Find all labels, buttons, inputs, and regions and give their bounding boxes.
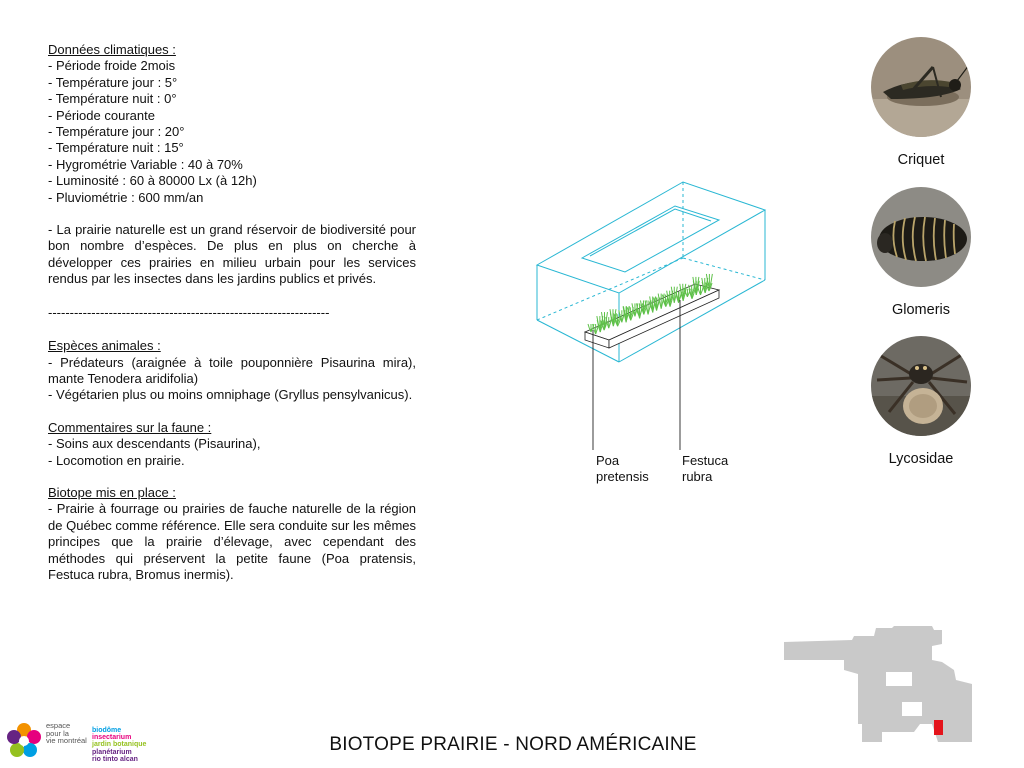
grasshopper-photo bbox=[871, 37, 971, 137]
fauna-heading: Commentaires sur la faune : bbox=[48, 419, 212, 435]
label-poa-pretensis bbox=[596, 453, 649, 485]
soil-tray-top bbox=[585, 284, 719, 340]
species-predators: - Prédateurs (araignée à toile pouponnière Pisaurina mira), mante Tenodera aridifolia) bbox=[48, 354, 416, 386]
animal-card-glomeris bbox=[868, 187, 974, 318]
location-marker bbox=[934, 720, 943, 735]
label-poa-line2: pretensis bbox=[596, 469, 649, 484]
fauna-line: - Soins aux descendants (Pisaurina), bbox=[48, 436, 261, 452]
logo-flower-icon bbox=[6, 722, 42, 758]
animal-name: Glomeris bbox=[891, 302, 950, 318]
biotope-text: - Prairie à fourrage ou prairies de fauche naturelle de la région de Québec comme référence. Elle sera conduite sur les mêmes principes que la prairie d’élevage, avec cependant des méthodes qui préservent la petite faune (Poa pratensis, Festuca rubra, Bromus inermis). bbox=[48, 501, 416, 582]
fauna-section bbox=[48, 420, 416, 469]
logo-word: pour la bbox=[46, 728, 69, 738]
animal-name: Criquet bbox=[897, 152, 945, 168]
logo-word: vie montréal bbox=[46, 736, 87, 745]
wolf-spider-photo bbox=[871, 336, 971, 436]
terrarium-opening-inner-edge bbox=[590, 209, 711, 256]
logo-institution: biodôme bbox=[92, 727, 122, 734]
animal-card-criquet bbox=[868, 37, 974, 168]
terrarium-drawing bbox=[525, 170, 785, 500]
map-courtyard bbox=[886, 672, 912, 686]
page-title: BIOTOPE PRAIRIE - NORD AMÉRICAINE bbox=[329, 734, 697, 755]
label-festuca-rubra bbox=[682, 453, 728, 485]
climate-line: - Hygrométrie Variable : 40 à 70% bbox=[48, 156, 243, 172]
climate-line: - Température nuit : 15° bbox=[48, 140, 184, 156]
animal-card-lycosidae bbox=[868, 336, 974, 467]
terrarium-diagram bbox=[525, 170, 785, 500]
info-column bbox=[48, 42, 416, 583]
animal-name: Lycosidae bbox=[888, 451, 954, 467]
logo-institution: insectarium bbox=[92, 734, 132, 742]
climate-heading: Données climatiques : bbox=[48, 42, 176, 57]
terrarium-top-opening bbox=[582, 206, 719, 272]
climate-line: - Période courante bbox=[48, 107, 155, 123]
label-poa-line1: Poa bbox=[596, 453, 620, 468]
fauna-line: - Locomotion en prairie. bbox=[48, 452, 185, 468]
espace-pour-la-vie-logo bbox=[6, 720, 166, 764]
label-festuca-line2: rubra bbox=[682, 469, 713, 484]
logo-institution: planétarium bbox=[92, 748, 132, 756]
site-location-map bbox=[782, 624, 976, 760]
climate-line: - Température jour : 20° bbox=[48, 124, 185, 140]
logo-text-espace bbox=[46, 722, 87, 745]
biotope-heading: Biotope mis en place : bbox=[48, 484, 176, 500]
logo-institution: rio tinto alcan bbox=[92, 755, 138, 763]
climate-line: - Température nuit : 0° bbox=[48, 91, 177, 107]
climate-section bbox=[48, 42, 416, 288]
logo-institutions bbox=[92, 727, 146, 763]
logo-institution: jardin botanique bbox=[92, 741, 147, 749]
map-buildings bbox=[784, 626, 972, 742]
pill-millipede-photo bbox=[871, 187, 971, 287]
climate-line: - Température jour : 5° bbox=[48, 74, 178, 90]
species-section bbox=[48, 338, 416, 404]
terrarium-top-face bbox=[537, 182, 765, 293]
climate-line: - Période froide 2mois bbox=[48, 58, 176, 74]
label-festuca-line1: Festuca bbox=[682, 453, 729, 468]
biotope-section bbox=[48, 485, 416, 583]
logo-word: espace bbox=[46, 721, 71, 730]
species-vegetarian: - Végétarien plus ou moins omniphage (Gryllus pensylvanicus). bbox=[48, 387, 413, 403]
climate-line: - Luminosité : 60 à 80000 Lx (à 12h) bbox=[48, 173, 257, 189]
species-heading: Espèces animales : bbox=[48, 338, 161, 354]
prairie-description: - La prairie naturelle est un grand réservoir de biodiversité pour bon nombre d’espèces. De plus en plus on cherche à développer ces prairies en milieu urbain pour les services rendus par les insectes dans les jardins publics et privés. bbox=[48, 222, 416, 287]
separator-line: ----------------------------------------------------------------- bbox=[48, 304, 330, 320]
climate-line: - Pluviométrie : 600 mm/an bbox=[48, 189, 204, 205]
